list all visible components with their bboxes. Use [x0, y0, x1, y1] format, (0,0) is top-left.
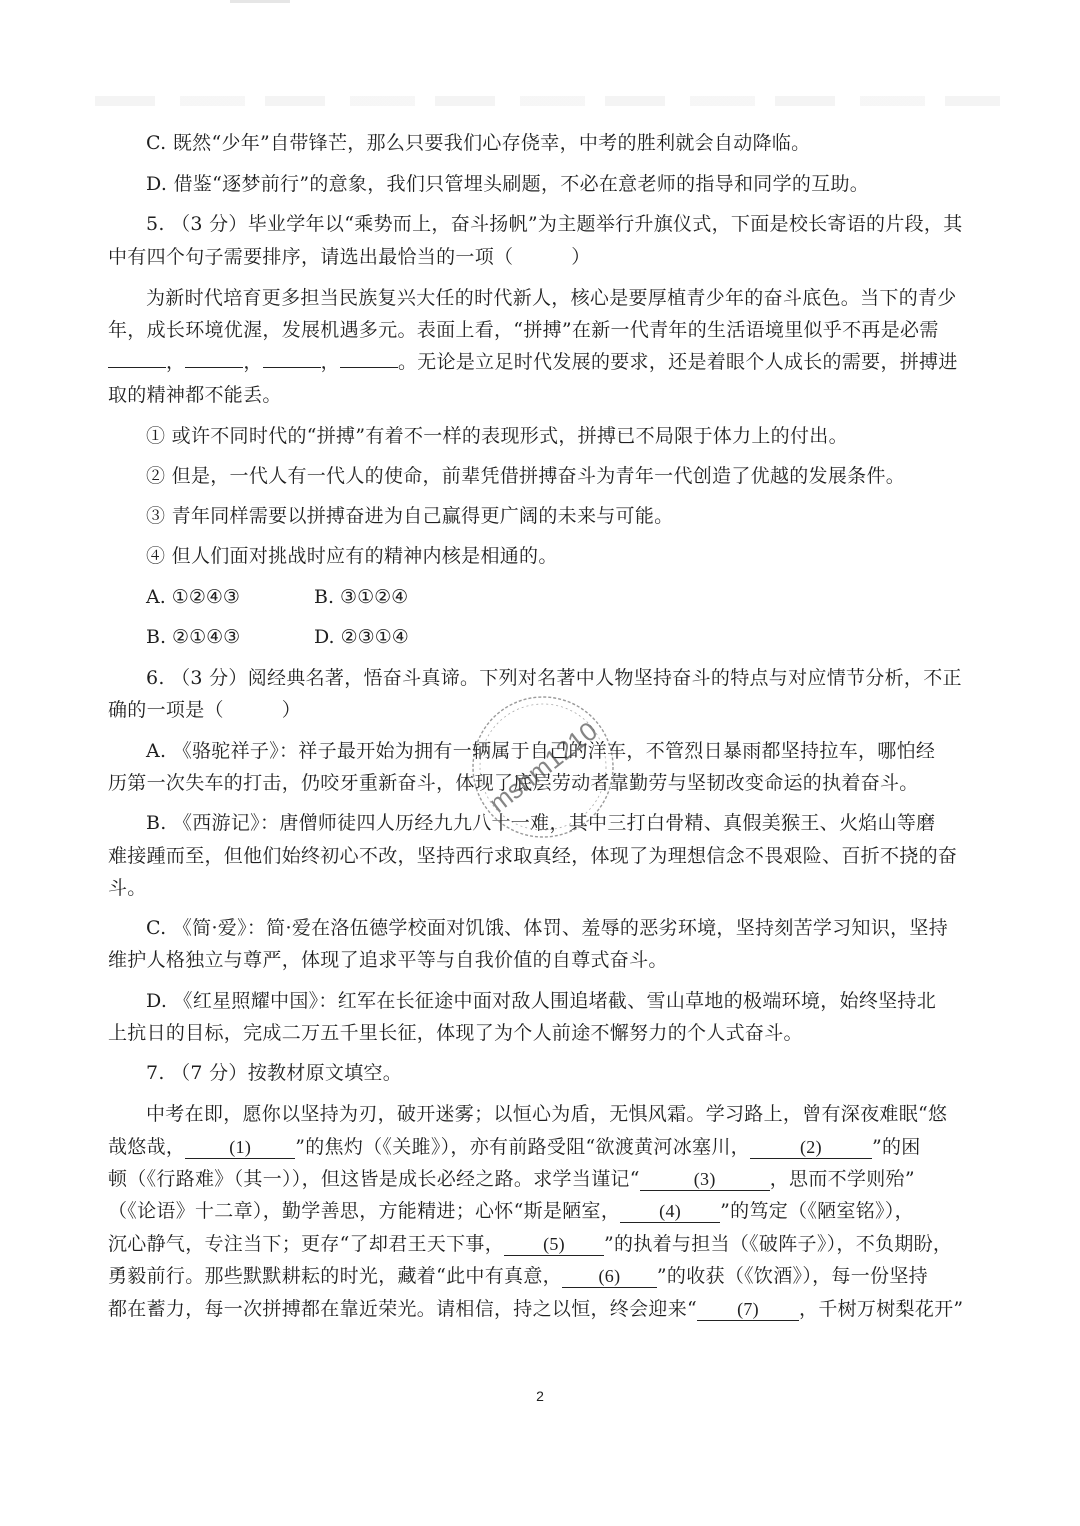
q6-option-a-line-1: A. 《骆驼祥子》：祥子最开始为拥有一辆属于自己的洋车，不管烈日暴雨都坚持拉车，哪怕经 — [146, 740, 936, 762]
q5-option-d[interactable]: D. ②③①④ — [314, 626, 409, 648]
fill-blank-7[interactable]: (7) — [697, 1298, 799, 1321]
watermark-text: mshm1210 — [483, 715, 603, 819]
q4-option-d: D. 借鉴“逐梦前行”的意象，我们只管埋头刷题，不必在意老师的指导和同学的互助。 — [146, 173, 870, 195]
q7-passage-line-4: （《论语》十二章），勤学善思，方能精进；心怀“斯是陋室， (4) ”的笃定（《陋室铭》）， — [108, 1200, 914, 1222]
answer-blank[interactable] — [263, 349, 321, 368]
q6-option-a-line-2: 历第一次失车的打击，仍咬牙重新奋斗，体现了底层劳动者靠勤劳与坚韧改变命运的执着奋斗。 — [108, 772, 919, 794]
fill-blank-3[interactable]: (3) — [640, 1168, 770, 1191]
q5-passage-line-3: ， ， ， 。无论是立足时代发展的要求，还是着眼个人成长的需要，拼搏进 — [108, 346, 974, 379]
fill-blank-2[interactable]: (2) — [750, 1136, 872, 1159]
q7-passage-line-3: 顿（《行路难》（其一）），但这皆是成长必经之路。求学当谨记“ (3) ，思而不学则殆” — [108, 1168, 915, 1190]
q6-stem-line-2: 确的一项是（ ） — [108, 699, 302, 721]
q6-option-d-line-2: 上抗日的目标，完成二万五千里长征，体现了为个人前途不懈努力的个人式奋斗。 — [108, 1022, 803, 1044]
q7-passage-line-5: 沉心静气，专注当下；更存“了却君王天下事， (5) ”的执着与担当（《破阵子》），不负期盼， — [108, 1233, 953, 1255]
q6-option-b-line-3: 斗。 — [108, 877, 147, 899]
q7-passage-line-6: 勇毅前行。那些默默耕耘的时光，藏着“此中有真意， (6) ”的收获（《饮酒》），每一份坚持 — [108, 1265, 928, 1287]
page-number: 2 — [536, 1388, 544, 1404]
q5-option-b[interactable]: B. ③①②④ — [314, 586, 409, 608]
q5-passage-line-2: 年，成长环境优渥，发展机遇多元。表面上看，“拼搏”在新一代青年的生活语境里似乎不再是必需 — [108, 319, 939, 341]
fill-blank-6[interactable]: (6) — [562, 1265, 657, 1288]
q6-option-c-line-2: 维护人格独立与尊严，体现了追求平等与自我价值的自尊式奋斗。 — [108, 949, 668, 971]
q5-sentence-3: ③ 青年同样需要以拼搏奋进为自己赢得更广阔的未来与可能。 — [146, 505, 674, 527]
q5-option-c[interactable]: B. ②①④③ — [146, 626, 241, 648]
q4-option-c: C. 既然“少年”自带锋芒，那么只要我们心存侥幸，中考的胜利就会自动降临。 — [146, 132, 811, 154]
q6-option-b-line-2: 难接踵而至，但他们始终初心不改，坚持西行求取真经，体现了为理想信念不畏艰险、百折不挠的奋 — [108, 845, 958, 867]
answer-blank[interactable] — [340, 349, 398, 368]
fill-blank-1[interactable]: (1) — [185, 1136, 295, 1159]
q5-passage-line-4: 取的精神都不能丢。 — [108, 384, 282, 406]
q5-sentence-4: ④ 但人们面对挑战时应有的精神内核是相通的。 — [146, 545, 558, 567]
q5-sentence-2: ② 但是，一代人有一代人的使命，前辈凭借拼搏奋斗为青年一代创造了优越的发展条件。 — [146, 465, 906, 487]
scan-smudge — [230, 0, 290, 3]
q5-option-a[interactable]: A. ①②④③ — [146, 586, 240, 608]
answer-blank[interactable] — [108, 349, 166, 368]
q5-sentence-1: ① 或许不同时代的“拼搏”有着不一样的表现形式，拼搏已不局限于体力上的付出。 — [146, 425, 848, 447]
watermark-stamp — [468, 692, 618, 842]
q6-option-c-line-1: C. 《简·爱》：简·爱在洛伍德学校面对饥饿、体罚、羞辱的恶劣环境，坚持刻苦学习知识，坚持 — [146, 917, 949, 939]
q6-stem-line-1: 6. （3 分）阅经典名著，悟奋斗真谛。下列对名著中人物坚持奋斗的特点与对应情节分析，不正 — [146, 667, 962, 689]
q7-passage-line-2: 哉悠哉， (1) ”的焦灼（《关雎》），亦有前路受阻“欲渡黄河冰塞川， (2) ”的困 — [108, 1136, 921, 1158]
q5-stem-line-2: 中有四个句子需要排序，请选出最恰当的一项（ ） — [108, 246, 591, 268]
faded-header-strip — [95, 96, 1000, 106]
fill-blank-4[interactable]: (4) — [620, 1200, 720, 1223]
q5-passage-line-1: 为新时代培育更多担当民族复兴大任的时代新人，核心是要厚植青少年的奋斗底色。当下的青少 — [146, 287, 957, 309]
q7-passage-line-7: 都在蓄力，每一次拼搏都在靠近荣光。请相信，持之以恒，终会迎来“ (7) ，千树万树梨花开” — [108, 1298, 964, 1320]
answer-blank[interactable] — [185, 349, 243, 368]
q7-passage-line-1: 中考在即，愿你以坚持为刃，破开迷雾；以恒心为盾，无惧风霜。学习路上，曾有深夜难眠“悠 — [146, 1103, 948, 1125]
q6-option-b-line-1: B. 《西游记》：唐僧师徒四人历经九九八十一难，其中三打白骨精、真假美猴王、火焰山等磨 — [146, 812, 936, 834]
q5-stem-line-1: 5. （3 分）毕业学年以“乘势而上，奋斗扬帆”为主题举行升旗仪式，下面是校长寄语的片段，其 — [146, 213, 963, 235]
fill-blank-5[interactable]: (5) — [504, 1233, 604, 1256]
q6-option-d-line-1: D. 《红星照耀中国》：红军在长征途中面对敌人围追堵截、雪山草地的极端环境，始终坚持北 — [146, 990, 937, 1012]
q7-stem: 7. （7 分）按教材原文填空。 — [146, 1062, 403, 1084]
